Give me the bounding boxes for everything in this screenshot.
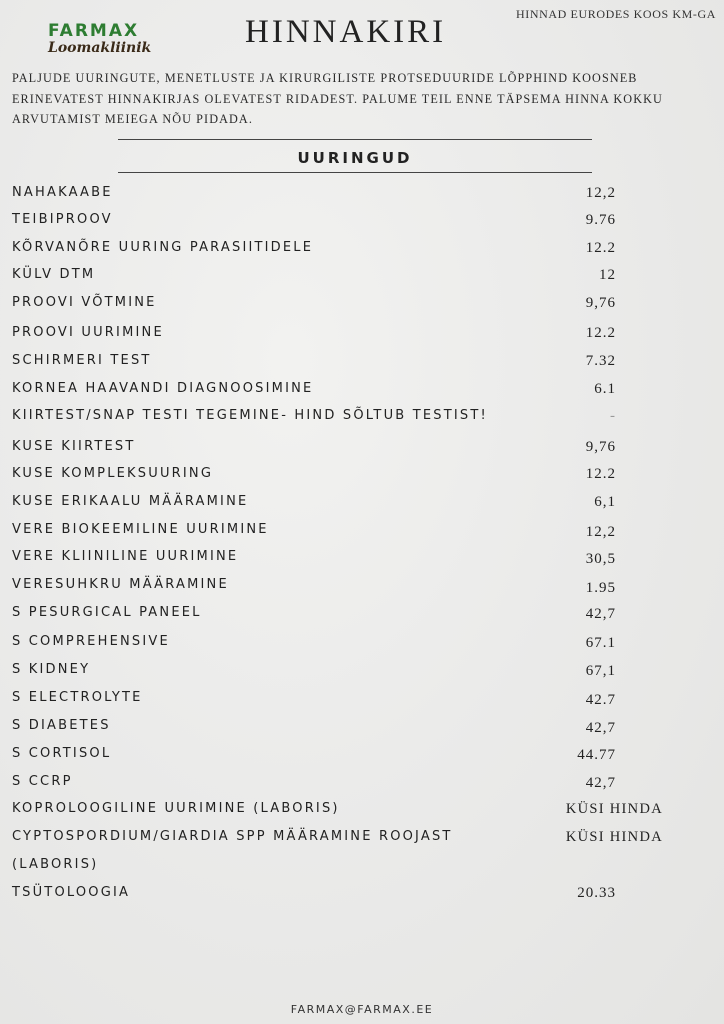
item-name: S KIDNEY <box>12 662 91 677</box>
list-item <box>12 353 712 373</box>
list-item <box>12 295 712 315</box>
list-item <box>12 857 712 877</box>
item-price: 12.2 <box>585 466 616 482</box>
list-item <box>12 325 712 345</box>
intro-paragraph: PALJUDE UURINGUTE, MENETLUSTE JA KIRURGILISTE PROTSEDUURIDE LÕPPHIND KOOSNEB ERINEVATEST HINNAKIRJAS OLEVATEST RIDADEST. PALUME TEIL ENNE TÄPSEMA HINNA KOKKU ARVUTAMIST MEIEGA NÕU PIDADA. <box>12 71 663 126</box>
item-name: NAHAKAABE <box>12 185 113 200</box>
list-item <box>12 439 712 459</box>
list-item <box>12 267 712 287</box>
item-price: 12 <box>599 267 616 283</box>
page-title: HINNAKIRI <box>245 14 447 50</box>
item-name: S COMPREHENSIVE <box>12 634 170 649</box>
item-price: 12,2 <box>585 185 616 201</box>
item-price: 12.2 <box>585 240 616 256</box>
item-name: KUSE KOMPLEKSUURING <box>12 466 214 481</box>
item-price: 20.33 <box>577 885 616 901</box>
list-item <box>12 774 712 794</box>
item-name: SCHIRMERI TEST <box>12 353 152 368</box>
logo-subtitle-text: Loomakliinik <box>48 40 152 56</box>
item-price: 67.1 <box>585 635 616 651</box>
item-price: 42,7 <box>585 606 616 622</box>
item-name: CYPTOSPORDIUM/GIARDIA SPP MÄÄRAMINE ROOJAST <box>12 829 453 844</box>
item-price: 6,1 <box>594 494 616 510</box>
item-name: S ELECTROLYTE <box>12 690 143 705</box>
item-price: 30,5 <box>585 551 616 567</box>
item-price: - <box>610 408 616 424</box>
item-name: KUSE KIIRTEST <box>12 439 136 454</box>
item-name: KÕRVANÕRE UURING PARASIITIDELE <box>12 240 314 255</box>
item-price: 6.1 <box>594 381 616 397</box>
list-item <box>12 577 712 597</box>
list-item <box>12 662 712 682</box>
list-item <box>12 549 712 569</box>
list-item <box>12 885 712 905</box>
item-name: KOPROLOOGILINE UURIMINE (LABORIS) <box>12 801 340 816</box>
item-name: PROOVI UURIMINE <box>12 325 164 340</box>
item-name: S PESURGICAL PANEEL <box>12 605 202 620</box>
item-price: 42,7 <box>585 775 616 791</box>
list-item <box>12 212 712 232</box>
item-name: S CORTISOL <box>12 746 112 761</box>
item-name: S CCRP <box>12 774 73 789</box>
item-price: 9,76 <box>585 439 616 455</box>
list-item <box>12 466 712 486</box>
item-price: 67,1 <box>585 663 616 679</box>
item-name: KUSE ERIKAALU MÄÄRAMINE <box>12 494 249 509</box>
item-name: PROOVI VÕTMINE <box>12 295 157 310</box>
item-price: 9.76 <box>585 212 616 228</box>
item-name: (LABORIS) <box>12 857 99 872</box>
list-item <box>12 634 712 654</box>
list-item <box>12 801 712 821</box>
list-item <box>12 718 712 738</box>
item-price: 12.2 <box>585 325 616 341</box>
vat-note: HINNAD EURODES KOOS KM-GA <box>516 7 716 21</box>
list-item <box>12 494 712 514</box>
section-title: UURINGUD <box>297 149 413 167</box>
item-name: KORNEA HAAVANDI DIAGNOOSIMINE <box>12 381 314 396</box>
item-price: KÜSI HINDA <box>565 829 663 845</box>
item-price: 42.7 <box>585 692 616 708</box>
item-price: 7.32 <box>585 353 616 369</box>
list-item <box>12 185 712 205</box>
item-price: 42,7 <box>585 720 616 736</box>
logo-brand-text: FARMAX <box>48 21 140 41</box>
item-name: KÜLV DTM <box>12 267 96 282</box>
item-price: 1.95 <box>585 580 616 596</box>
list-item <box>12 522 712 542</box>
item-price: KÜSI HINDA <box>565 801 663 817</box>
item-name: VERE KLIINILINE UURIMINE <box>12 549 239 564</box>
footer-email: FARMAX@FARMAX.EE <box>290 1003 434 1016</box>
list-item <box>12 605 712 625</box>
list-item <box>12 240 712 260</box>
item-price: 44.77 <box>577 747 616 763</box>
item-name: VERESUHKRU MÄÄRAMINE <box>12 577 229 592</box>
item-name: KIIRTEST/SNAP TESTI TEGEMINE- HIND SÕLTUB TESTIST! <box>12 408 488 423</box>
list-item <box>12 381 712 401</box>
item-name: TSÜTOLOOGIA <box>12 885 131 900</box>
item-name: S DIABETES <box>12 718 111 733</box>
list-item <box>12 408 712 428</box>
item-name: VERE BIOKEEMILINE UURIMINE <box>12 522 269 537</box>
item-price: 9,76 <box>585 295 616 311</box>
list-item <box>12 690 712 710</box>
item-name: TEIBIPROOV <box>12 212 113 227</box>
list-item <box>12 746 712 766</box>
list-item <box>12 829 712 849</box>
item-price: 12,2 <box>585 524 616 540</box>
